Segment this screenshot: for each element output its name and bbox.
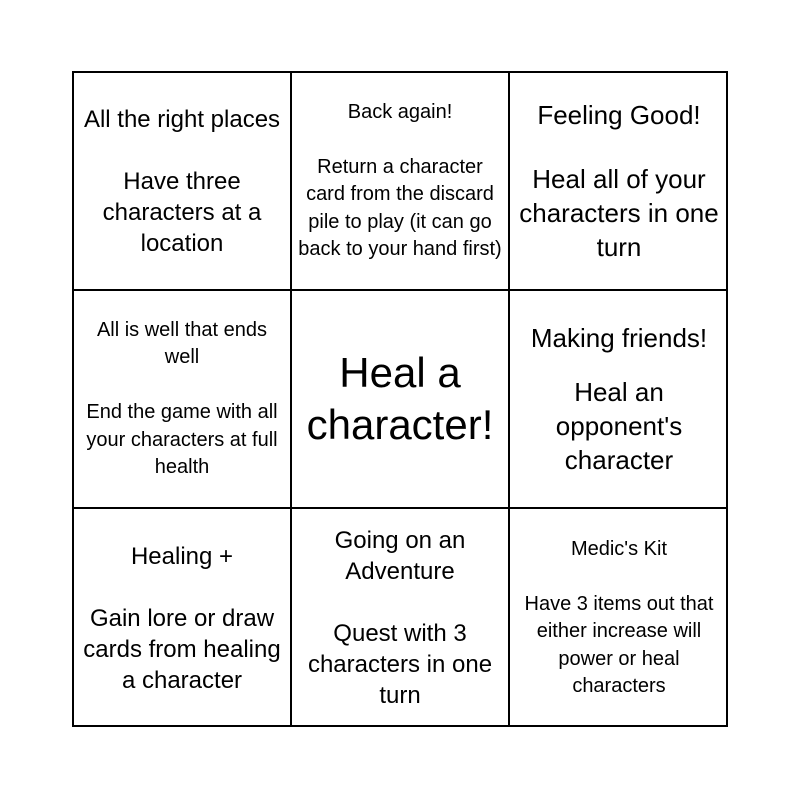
cell-title: Heal a character! — [306, 349, 494, 448]
bingo-cell-r1c1[interactable] — [74, 73, 292, 291]
cell-title: Making friends! — [530, 323, 708, 353]
bingo-board — [72, 71, 728, 727]
cell-title: Medic's Kit — [570, 537, 668, 560]
cell-title: Healing + — [130, 542, 234, 570]
bingo-cell-r3c3[interactable] — [510, 509, 728, 727]
cell-title: All the right places — [83, 105, 281, 133]
cell-description: Quest with 3 characters in one turn — [307, 620, 493, 709]
cell-description: Have three characters at a location — [102, 167, 262, 257]
bingo-cell-r2c3[interactable] — [510, 291, 728, 509]
cell-title: Back again! — [347, 100, 453, 123]
cell-description: Have 3 items out that either increase will power or heal characters — [524, 592, 714, 697]
cell-title: All is well that ends well — [96, 318, 268, 368]
cell-description: Gain lore or draw cards from healing a character — [83, 604, 281, 694]
bingo-cell-r3c2[interactable] — [292, 509, 510, 727]
bingo-cell-r1c3[interactable] — [510, 73, 728, 291]
cell-title: Feeling Good! — [537, 100, 701, 130]
cell-description: Return a character card from the discard pile to play (it can go back to your hand first) — [298, 155, 502, 260]
cell-description: Heal an opponent's character — [555, 377, 683, 475]
bingo-cell-free-center[interactable] — [292, 291, 510, 509]
cell-description: Heal all of your characters in one turn — [519, 164, 719, 262]
bingo-cell-r3c1[interactable] — [74, 509, 292, 727]
cell-description: End the game with all your characters at full health — [86, 401, 278, 478]
cell-title: Going on an Adventure — [334, 527, 466, 585]
bingo-cell-r2c1[interactable] — [74, 291, 292, 509]
bingo-cell-r1c2[interactable] — [292, 73, 510, 291]
